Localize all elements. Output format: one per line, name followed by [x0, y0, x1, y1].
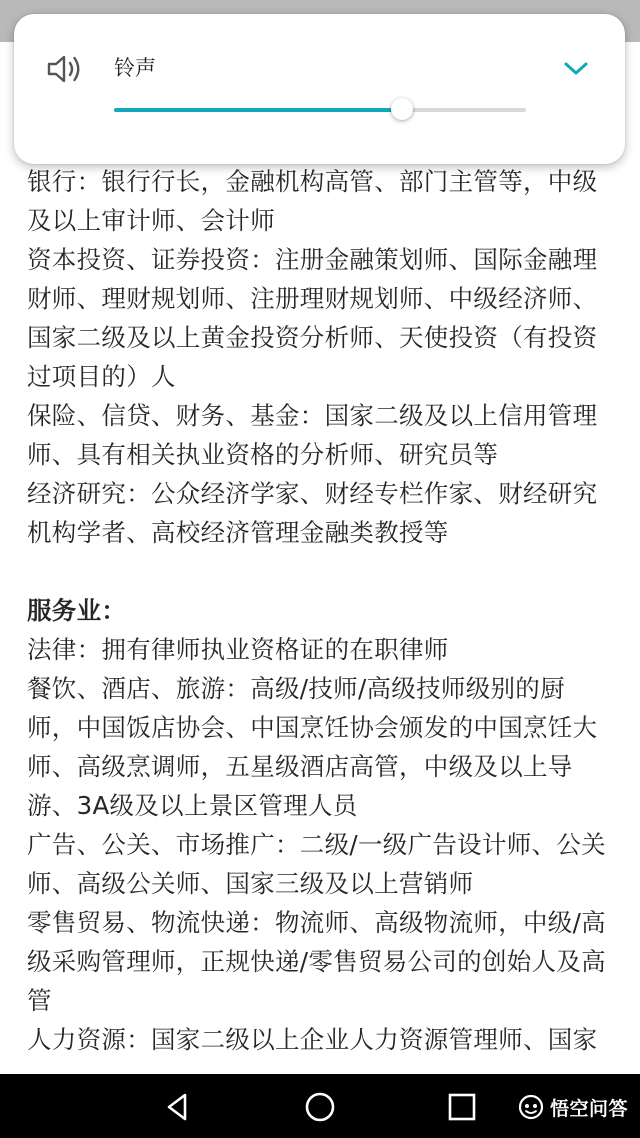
text-line: 国家二级及以上黄金投资分析师、天使投资（有投资: [27, 323, 598, 352]
text-line: 经济研究：公众经济学家、财经专栏作家、财经研究: [27, 479, 598, 508]
volume-slider[interactable]: [114, 100, 526, 120]
back-triangle-icon[interactable]: [161, 1090, 195, 1124]
slider-fill: [114, 108, 402, 112]
text-line: 银行：银行行长，金融机构高管、部门主管等，中级: [27, 167, 598, 196]
article-body: [27, 162, 617, 1059]
speaker-icon[interactable]: [46, 52, 84, 86]
home-circle-icon[interactable]: [303, 1090, 337, 1124]
wukong-logo-icon: [518, 1094, 544, 1120]
text-line: 师、高级公关师、国家三级及以上营销师: [27, 869, 474, 898]
text-line: 零售贸易、物流快递：物流师、高级物流师，中级/高: [27, 908, 606, 937]
paragraph-gap: [27, 552, 617, 591]
text-line: 机构学者、高校经济管理金融类教授等: [27, 518, 449, 547]
text-line: 过项目的）人: [27, 362, 176, 391]
section-heading: 服务业：: [27, 596, 127, 625]
watermark: [518, 1090, 628, 1124]
text-line: 及以上审计师、会计师: [27, 206, 275, 235]
text-line: 广告、公关、市场推广：二级/一级广告设计师、公关: [27, 830, 606, 859]
watermark-text: 悟空问答: [550, 1097, 629, 1120]
text-line: 游、3A级及以上景区管理人员: [27, 791, 358, 820]
recent-square-icon[interactable]: [445, 1090, 479, 1124]
text-line: 餐饮、酒店、旅游：高级/技师/高级技师级别的厨: [27, 674, 565, 703]
text-line: 师、具有相关执业资格的分析师、研究员等: [27, 440, 499, 469]
text-line: 管: [27, 986, 52, 1015]
volume-stream-label: 铃声: [114, 56, 156, 80]
text-line: 保险、信贷、财务、基金：国家二级及以上信用管理: [27, 401, 598, 430]
slider-thumb[interactable]: [391, 98, 413, 120]
text-line: 师、高级烹调师，五星级酒店高管，中级及以上导: [27, 752, 573, 781]
text-line: 法律：拥有律师执业资格证的在职律师: [27, 635, 449, 664]
text-line: 人力资源：国家二级以上企业人力资源管理师、国家: [27, 1025, 598, 1054]
text-line: 财师、理财规划师、注册理财规划师、中级经济师、: [27, 284, 598, 313]
text-line: 师，中国饭店协会、中国烹饪协会颁发的中国烹饪大: [27, 713, 598, 742]
volume-panel: [14, 14, 625, 164]
text-line: 级采购管理师，正规快递/零售贸易公司的创始人及高: [27, 947, 606, 976]
chevron-down-icon[interactable]: [562, 54, 590, 82]
text-line: 资本投资、证券投资：注册金融策划师、国际金融理: [27, 245, 598, 274]
